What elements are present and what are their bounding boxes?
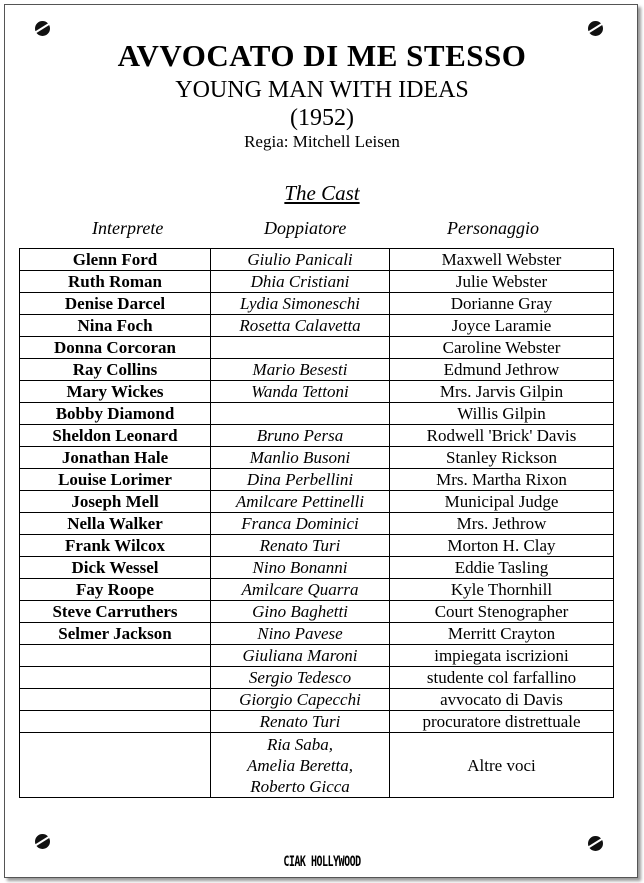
character-cell: Stanley Rickson <box>390 447 614 469</box>
table-row <box>20 689 614 711</box>
actor-cell <box>20 689 211 711</box>
character-cell: Willis Gilpin <box>390 403 614 425</box>
table-row <box>20 711 614 733</box>
table-row <box>20 359 614 381</box>
italian-title: AVVOCATO DI ME STESSO <box>117 38 527 73</box>
table-row <box>20 601 614 623</box>
character-cell: Mrs. Martha Rixon <box>390 469 614 491</box>
table-row <box>20 315 614 337</box>
dubber-cell: Lydia Simoneschi <box>211 293 390 315</box>
character-cell: Eddie Tasling <box>390 557 614 579</box>
column-header-actor: Interprete <box>92 218 164 238</box>
table-row <box>20 645 614 667</box>
character-cell: Joyce Laramie <box>390 315 614 337</box>
dubber-cell: Dina Perbellini <box>211 469 390 491</box>
dubber-cell: Giuliana Maroni <box>211 645 390 667</box>
character-cell: Maxwell Webster <box>390 249 614 271</box>
dubber-line: Ria Saba, <box>266 734 334 754</box>
ciak-hollywood-logo: CIAK HOLLYWOOD <box>283 854 361 871</box>
dubber-cell: Bruno Persa <box>211 425 390 447</box>
actor-cell <box>20 667 211 689</box>
pin-icon <box>588 21 603 36</box>
dubber-cell: Nino Pavese <box>211 623 390 645</box>
character-cell: impiegata iscrizioni <box>390 645 614 667</box>
actor-cell: Donna Corcoran <box>20 337 211 359</box>
character-cell: procuratore distrettuale <box>390 711 614 733</box>
actor-cell: Dick Wessel <box>20 557 211 579</box>
character-cell: Rodwell 'Brick' Davis <box>390 425 614 447</box>
actor-cell: Glenn Ford <box>20 249 211 271</box>
table-row <box>20 447 614 469</box>
character-cell: Caroline Webster <box>390 337 614 359</box>
table-row <box>20 293 614 315</box>
actor-cell: Nina Foch <box>20 315 211 337</box>
cast-heading: The Cast <box>284 181 360 205</box>
original-title: YOUNG MAN WITH IDEAS <box>175 77 469 103</box>
dubber-cell <box>211 403 390 425</box>
table-row <box>20 381 614 403</box>
character-cell: Morton H. Clay <box>390 535 614 557</box>
actor-cell: Jonathan Hale <box>20 447 211 469</box>
character-cell: Mrs. Jarvis Gilpin <box>390 381 614 403</box>
dubber-cell: Sergio Tedesco <box>211 667 390 689</box>
character-cell: Merritt Crayton <box>390 623 614 645</box>
actor-cell: Fay Roope <box>20 579 211 601</box>
pin-icon <box>35 834 50 849</box>
table-row <box>20 667 614 689</box>
actor-cell: Steve Carruthers <box>20 601 211 623</box>
character-cell: Mrs. Jethrow <box>390 513 614 535</box>
release-year: (1952) <box>290 105 354 131</box>
table-row <box>20 535 614 557</box>
dubber-cell: Giorgio Capecchi <box>211 689 390 711</box>
table-row <box>20 513 614 535</box>
actor-cell: Selmer Jackson <box>20 623 211 645</box>
actor-cell: Louise Lorimer <box>20 469 211 491</box>
pin-icon <box>35 21 50 36</box>
table-row <box>20 557 614 579</box>
dubber-cell: Wanda Tettoni <box>211 381 390 403</box>
actor-cell <box>20 733 211 798</box>
actor-cell: Bobby Diamond <box>20 403 211 425</box>
column-header-character: Personaggio <box>447 218 539 238</box>
dubber-cell: Giulio Panicali <box>211 249 390 271</box>
character-cell: Court Stenographer <box>390 601 614 623</box>
actor-cell: Sheldon Leonard <box>20 425 211 447</box>
table-row <box>20 271 614 293</box>
dubber-cell: Gino Baghetti <box>211 601 390 623</box>
dubber-cell: Rosetta Calavetta <box>211 315 390 337</box>
character-cell: Municipal Judge <box>390 491 614 513</box>
pin-icon <box>588 836 603 851</box>
actor-cell: Denise Darcel <box>20 293 211 315</box>
dubber-cell: Dhia Cristiani <box>211 271 390 293</box>
dubber-cell <box>211 337 390 359</box>
character-cell: Edmund Jethrow <box>390 359 614 381</box>
dubber-cell: Renato Turi <box>211 711 390 733</box>
character-cell: Altre voci <box>390 733 614 798</box>
table-row <box>20 403 614 425</box>
director-credit: Regia: Mitchell Leisen <box>244 132 400 151</box>
character-cell: studente col farfallino <box>390 667 614 689</box>
actor-cell: Nella Walker <box>20 513 211 535</box>
table-row <box>20 623 614 645</box>
dubber-cell: Manlio Busoni <box>211 447 390 469</box>
actor-cell: Ray Collins <box>20 359 211 381</box>
table-row <box>20 733 614 798</box>
dubber-cell: Amilcare Pettinelli <box>211 491 390 513</box>
dubber-line: Amelia Beretta, <box>246 755 354 775</box>
dubber-cell <box>211 733 390 798</box>
cast-table <box>19 248 614 798</box>
dubber-cell: Nino Bonanni <box>211 557 390 579</box>
table-row <box>20 579 614 601</box>
character-cell: Kyle Thornhill <box>390 579 614 601</box>
actor-cell: Ruth Roman <box>20 271 211 293</box>
dubber-cell: Mario Besesti <box>211 359 390 381</box>
actor-cell: Frank Wilcox <box>20 535 211 557</box>
character-cell: avvocato di Davis <box>390 689 614 711</box>
actor-cell: Joseph Mell <box>20 491 211 513</box>
character-cell: Julie Webster <box>390 271 614 293</box>
actor-cell <box>20 645 211 667</box>
column-header-dubber: Doppiatore <box>264 218 347 238</box>
dubber-line: Roberto Gicca <box>250 776 350 796</box>
table-row <box>20 491 614 513</box>
actor-cell: Mary Wickes <box>20 381 211 403</box>
dubber-cell: Renato Turi <box>211 535 390 557</box>
table-row <box>20 249 614 271</box>
actor-cell <box>20 711 211 733</box>
character-cell: Dorianne Gray <box>390 293 614 315</box>
dubber-cell: Franca Dominici <box>211 513 390 535</box>
dubber-cell: Amilcare Quarra <box>211 579 390 601</box>
table-row <box>20 425 614 447</box>
table-row <box>20 337 614 359</box>
table-row <box>20 469 614 491</box>
